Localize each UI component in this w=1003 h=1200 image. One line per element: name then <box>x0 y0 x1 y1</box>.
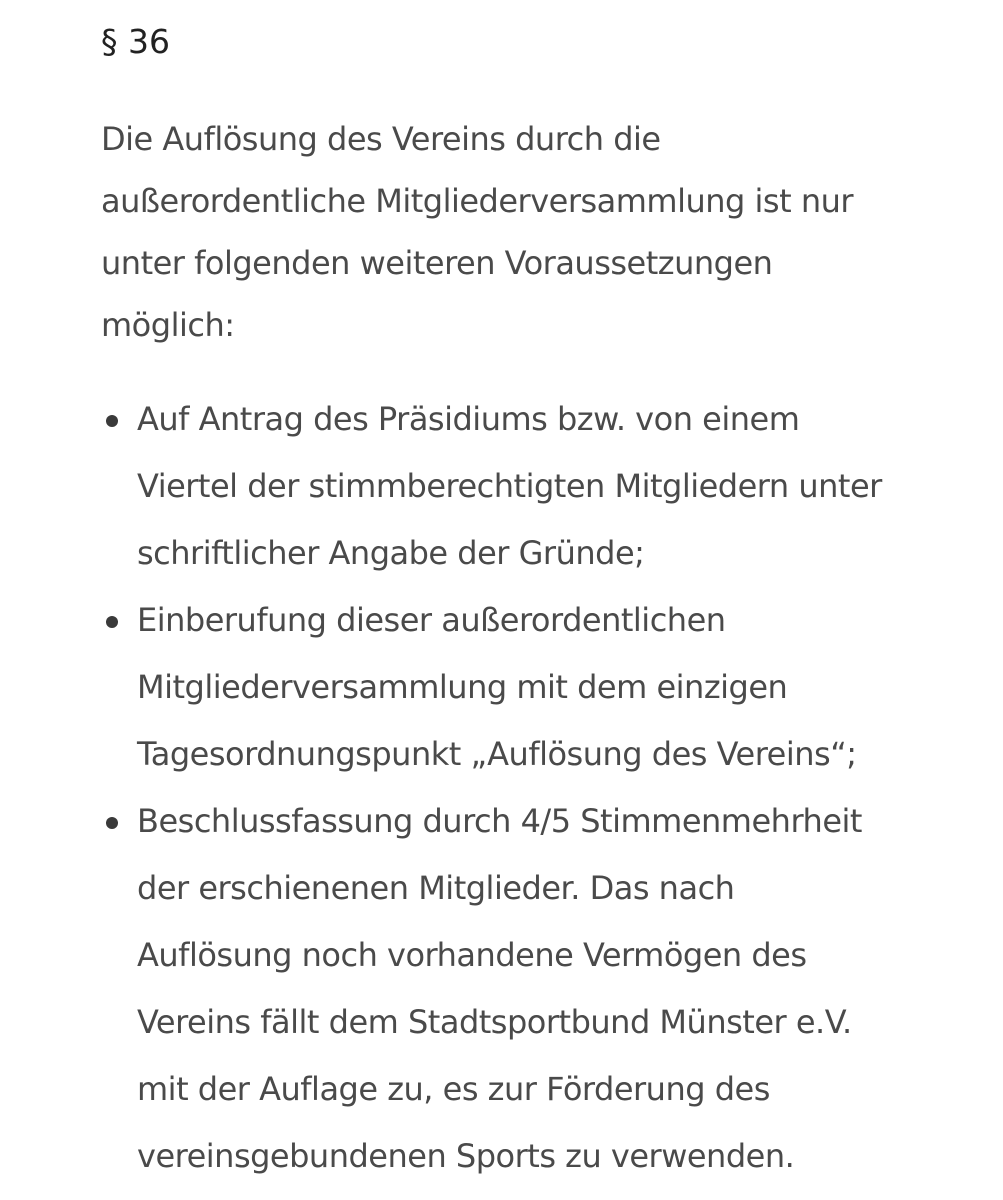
list-item-line: Mitgliederversammlung mit dem einzigen <box>137 668 788 706</box>
intro-line: unter folgenden weiteren Voraussetzungen <box>101 244 773 282</box>
list-item-line: Viertel der stimmberechtigten Mitgliedern unter <box>137 467 882 505</box>
list-item-line: der erschienenen Mitglieder. Das nach <box>137 869 735 907</box>
intro-paragraph <box>101 108 951 356</box>
section-heading: § 36 <box>101 22 170 61</box>
bullet-icon <box>106 817 118 829</box>
list-item <box>101 788 951 1190</box>
list-item-line: Tagesordnungspunkt „Auflösung des Vereins“; <box>137 735 857 773</box>
list-item-line: Vereins fällt dem Stadtsportbund Münster e.V. <box>137 1003 852 1041</box>
list-item-line: schriftlicher Angabe der Gründe; <box>137 534 645 572</box>
list-item <box>101 587 951 788</box>
intro-line: Die Auflösung des Vereins durch die <box>101 120 661 158</box>
list-item-line: mit der Auflage zu, es zur Förderung des <box>137 1070 770 1108</box>
list-item <box>101 386 951 587</box>
list-item-line: Einberufung dieser außerordentlichen <box>137 601 726 639</box>
list-item-line: Auflösung noch vorhandene Vermögen des <box>137 936 807 974</box>
bullet-icon <box>106 415 118 427</box>
conditions-list <box>101 386 951 1190</box>
intro-line: außerordentliche Mitgliederversammlung ist nur <box>101 182 854 220</box>
list-item-line: vereinsgebundenen Sports zu verwenden. <box>137 1137 795 1175</box>
bullet-icon <box>106 616 118 628</box>
intro-line: möglich: <box>101 306 235 344</box>
list-item-line: Beschlussfassung durch 4/5 Stimmenmehrheit <box>137 802 862 840</box>
list-item-line: Auf Antrag des Präsidiums bzw. von einem <box>137 400 800 438</box>
